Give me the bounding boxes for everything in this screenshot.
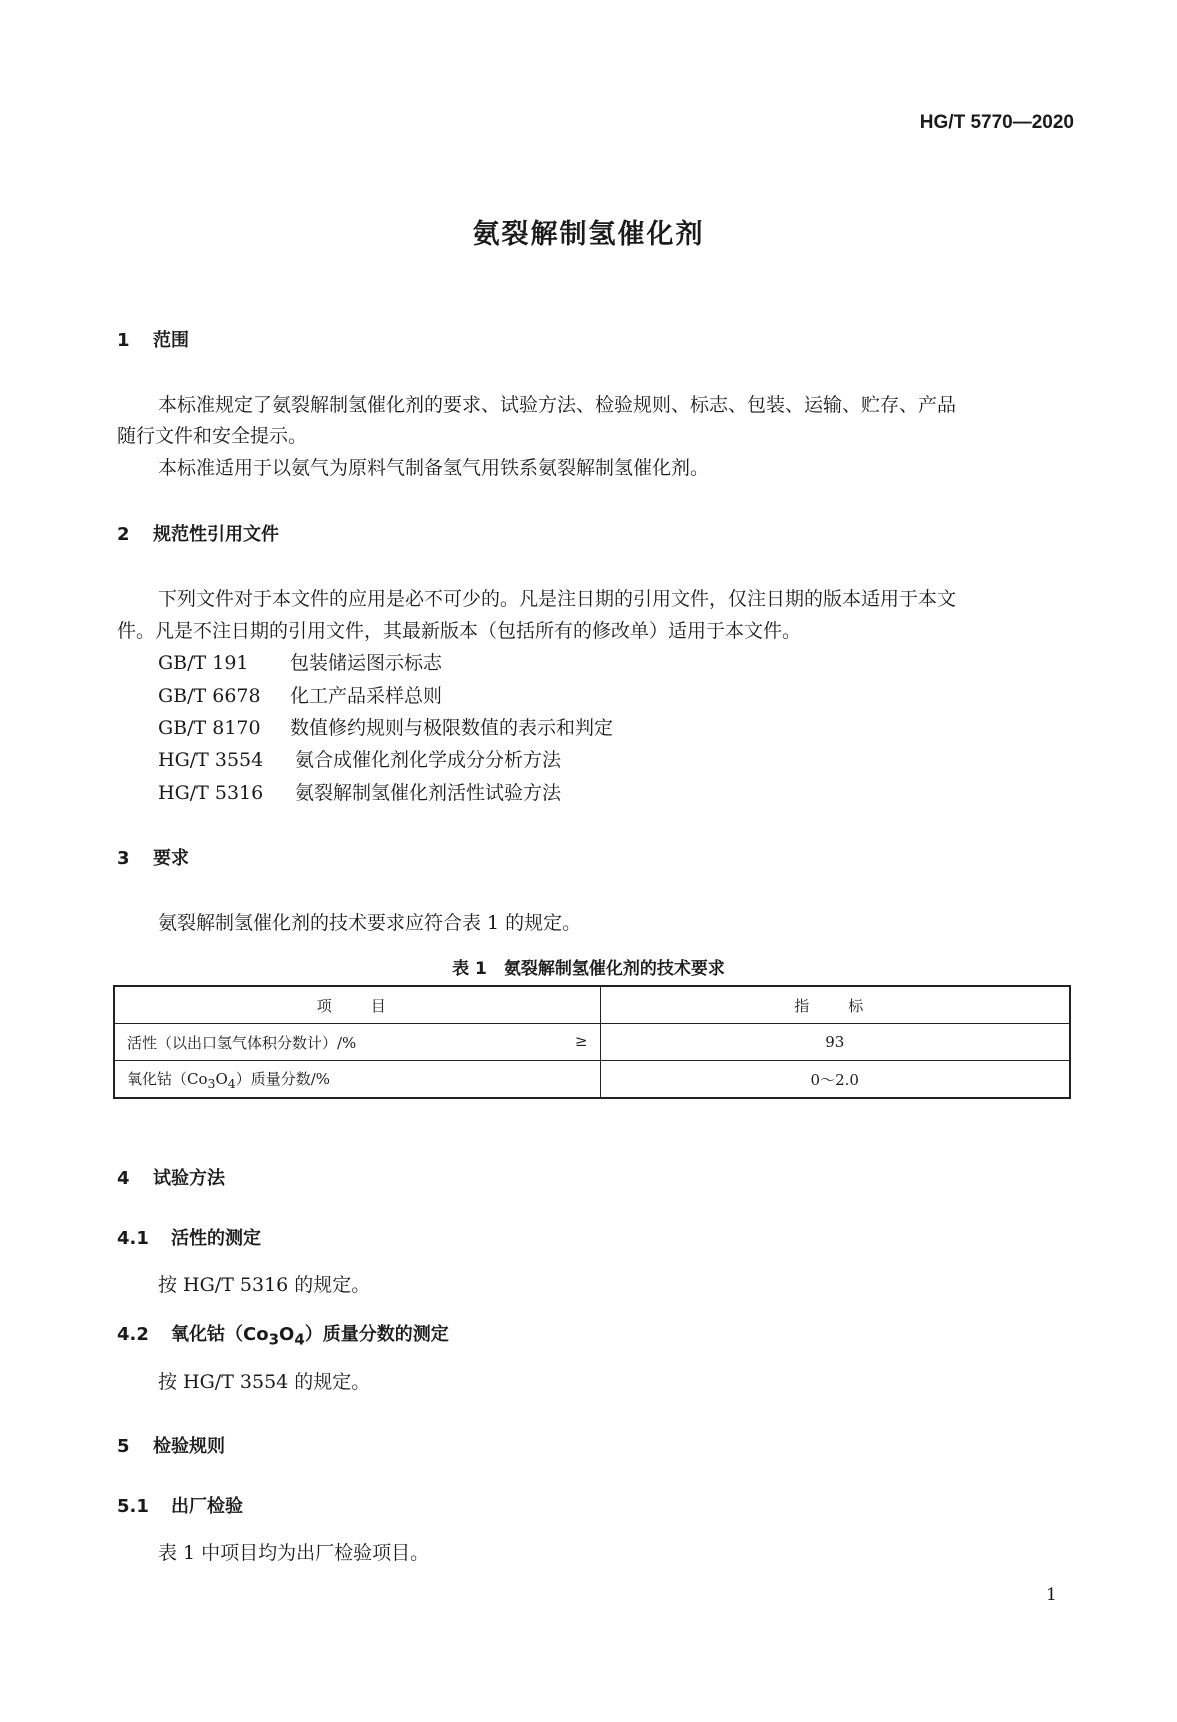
qualifier-symbol: ≥	[574, 1032, 588, 1050]
reference-title: 化工产品采样总则	[290, 685, 443, 707]
paragraph: 件。凡是不注日期的引用文件，其最新版本（包括所有的修改单）适用于本文件。	[117, 620, 802, 642]
section-number: 3	[117, 848, 130, 869]
section-4-heading	[117, 1164, 225, 1190]
table-row	[114, 1061, 1070, 1099]
reference-item	[158, 713, 613, 740]
subscript: 4	[227, 1075, 236, 1091]
column-header-item: 项 目	[114, 986, 600, 1024]
section-title-part: ）质量分数的测定	[304, 1324, 449, 1345]
section-title: 试验方法	[153, 1168, 225, 1189]
paragraph: 表 1 中项目均为出厂检验项目。	[158, 1542, 430, 1564]
table-row	[114, 1024, 1070, 1061]
subscript: 4	[294, 1330, 305, 1349]
section-number: 4.2	[117, 1324, 149, 1345]
reference-code: HG/T 3554	[158, 749, 264, 771]
reference-code: HG/T 5316	[158, 782, 264, 804]
paragraph: 下列文件对于本文件的应用是必不可少的。凡是注日期的引用文件，仅注日期的版本适用于本文	[158, 588, 957, 610]
subsection-4-2-heading	[117, 1320, 449, 1349]
section-number: 5.1	[117, 1496, 149, 1517]
section-title: 规范性引用文件	[153, 524, 279, 545]
table-caption: 表 1 氨裂解制氢催化剂的技术要求	[452, 959, 725, 979]
section-1-heading	[117, 326, 189, 352]
page-number: 1	[1046, 1585, 1057, 1605]
paragraph: 氨裂解制氢催化剂的技术要求应符合表 1 的规定。	[158, 912, 582, 934]
section-title: 出厂检验	[171, 1496, 243, 1517]
requirements-table	[113, 985, 1071, 1099]
document-title: 氨裂解制氢催化剂	[472, 219, 705, 250]
section-number: 4	[117, 1168, 130, 1189]
reference-item	[158, 681, 442, 708]
table-cell-value: 0～2.0	[600, 1061, 1070, 1099]
paragraph: 按 HG/T 5316 的规定。	[158, 1274, 371, 1296]
item-label-part: 氧化钴（Co	[127, 1069, 208, 1088]
paragraph: 本标准适用于以氨气为原料气制备氢气用铁系氨裂解制氢催化剂。	[158, 457, 710, 479]
paragraph: 随行文件和安全提示。	[117, 425, 308, 447]
section-3-heading	[117, 844, 189, 870]
table-cell-item	[114, 1061, 600, 1099]
reference-item	[158, 648, 442, 675]
item-label-part: ）质量分数/%	[235, 1069, 331, 1088]
paragraph: 按 HG/T 3554 的规定。	[158, 1371, 371, 1393]
section-title: 活性的测定	[171, 1228, 261, 1249]
section-title-part: 氧化钴（Co	[171, 1324, 269, 1345]
table-cell-item	[114, 1024, 600, 1061]
subsection-5-1-heading	[117, 1492, 243, 1518]
reference-title: 氨裂解制氢催化剂活性试验方法	[295, 782, 562, 804]
subsection-4-1-heading	[117, 1224, 261, 1250]
subscript: 3	[207, 1075, 216, 1091]
reference-code: GB/T 6678	[158, 685, 261, 707]
reference-title: 包装储运图示标志	[290, 652, 443, 674]
section-number: 2	[117, 524, 130, 545]
section-title: 范围	[153, 330, 189, 351]
section-number: 4.1	[117, 1228, 149, 1249]
paragraph: 本标准规定了氨裂解制氢催化剂的要求、试验方法、检验规则、标志、包装、运输、贮存、产品	[158, 394, 957, 416]
section-title: 要求	[153, 848, 189, 869]
table-header-row	[114, 986, 1070, 1024]
standard-number: HG/T 5770—2020	[919, 112, 1074, 133]
item-label-part: O	[215, 1069, 228, 1088]
section-5-heading	[117, 1432, 225, 1458]
reference-title: 数值修约规则与极限数值的表示和判定	[290, 717, 614, 739]
reference-item	[158, 745, 561, 772]
column-header-value: 指 标	[600, 986, 1070, 1024]
reference-code: GB/T 8170	[158, 717, 261, 739]
reference-item	[158, 778, 561, 805]
subscript: 3	[268, 1330, 280, 1349]
section-number: 1	[117, 330, 130, 351]
section-2-heading	[117, 520, 279, 546]
section-number: 5	[117, 1436, 130, 1457]
item-label: 活性（以出口氢气体积分数计）/%	[127, 1033, 357, 1052]
reference-title: 氨合成催化剂化学成分分析方法	[295, 749, 562, 771]
section-title-part: O	[279, 1324, 295, 1345]
section-title: 检验规则	[153, 1436, 225, 1457]
reference-code: GB/T 191	[158, 652, 249, 674]
table-cell-value: 93	[600, 1024, 1070, 1061]
